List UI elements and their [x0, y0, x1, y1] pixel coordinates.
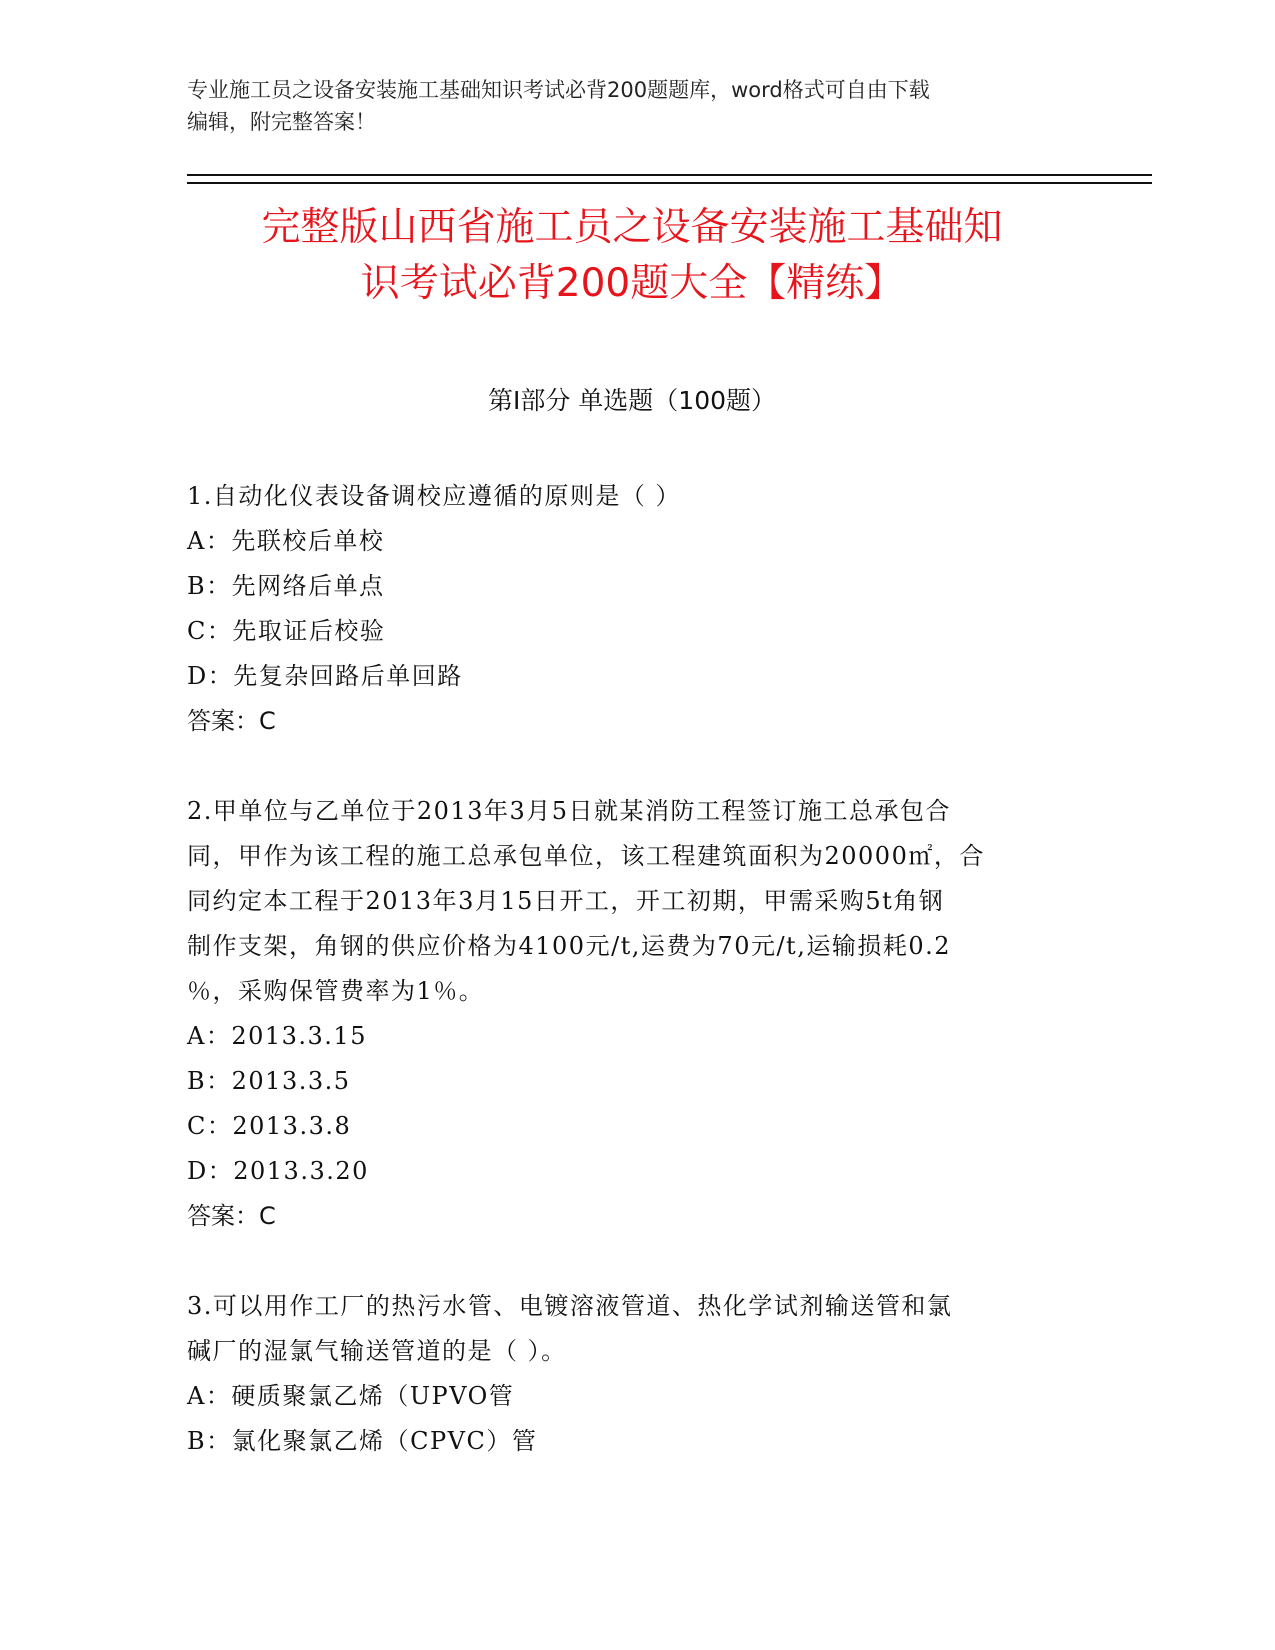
option-a: A：2013.3.15: [187, 1022, 367, 1050]
header-note: [187, 74, 1067, 138]
option-a: A：先联校后单校: [187, 527, 385, 555]
question-stem: 1.自动化仪表设备调校应遵循的原则是（ ）: [187, 482, 682, 510]
document-title-line-2: 识考试必背200题大全【精练】: [360, 261, 904, 306]
question-spacer: [187, 1239, 1087, 1284]
question-3: [187, 1284, 1087, 1464]
question-list: [187, 474, 1087, 1464]
question-stem-line-3: 同约定本工程于2013年3月15日开工，开工初期，甲需采购5t角钢: [187, 887, 945, 915]
document-title: [187, 200, 1077, 312]
header-note-line-1: 专业施工员之设备安装施工基础知识考试必背200题题库，word格式可自由下载: [187, 78, 930, 102]
section-title: 第Ⅰ部分 单选题（100题）: [487, 386, 777, 415]
question-2: [187, 789, 1087, 1239]
option-a: A：硬质聚氯乙烯（UPVO管: [187, 1382, 515, 1410]
option-d: D：先复杂回路后单回路: [187, 662, 463, 690]
question-stem-line-2: 碱厂的湿氯气输送管道的是（ ）。: [187, 1337, 567, 1365]
answer: 答案：C: [187, 707, 276, 735]
question-stem-line-4: 制作支架，角钢的供应价格为4100元/t,运费为70元/t,运输损耗0.2: [187, 932, 952, 960]
question-stem-line-5: ％，采购保管费率为1％。: [187, 977, 485, 1005]
question-stem-line-1: 3.可以用作工厂的热污水管、电镀溶液管道、热化学试剂输送管和氯: [187, 1292, 953, 1320]
answer: 答案：C: [187, 1202, 276, 1230]
option-c: C：先取证后校验: [187, 617, 386, 645]
document-title-line-1: 完整版山西省施工员之设备安装施工基础知: [261, 205, 1003, 250]
question-1: [187, 474, 1087, 744]
option-c: C：2013.3.8: [187, 1112, 352, 1140]
question-spacer: [187, 744, 1087, 789]
header-note-line-2: 编辑，附完整答案！: [187, 110, 376, 134]
question-stem-line-2: 同，甲作为该工程的施工总承包单位，该工程建筑面积为20000㎡，合: [187, 842, 985, 870]
option-d: D：2013.3.20: [187, 1157, 369, 1185]
question-stem-line-1: 2.甲单位与乙单位于2013年3月5日就某消防工程签订施工总承包合: [187, 797, 952, 825]
option-b: B：2013.3.5: [187, 1067, 351, 1095]
header-divider-top: [187, 174, 1152, 176]
header-divider-bottom: [187, 182, 1152, 184]
option-b: B：先网络后单点: [187, 572, 385, 600]
option-b: B：氯化聚氯乙烯（CPVC）管: [187, 1427, 538, 1455]
